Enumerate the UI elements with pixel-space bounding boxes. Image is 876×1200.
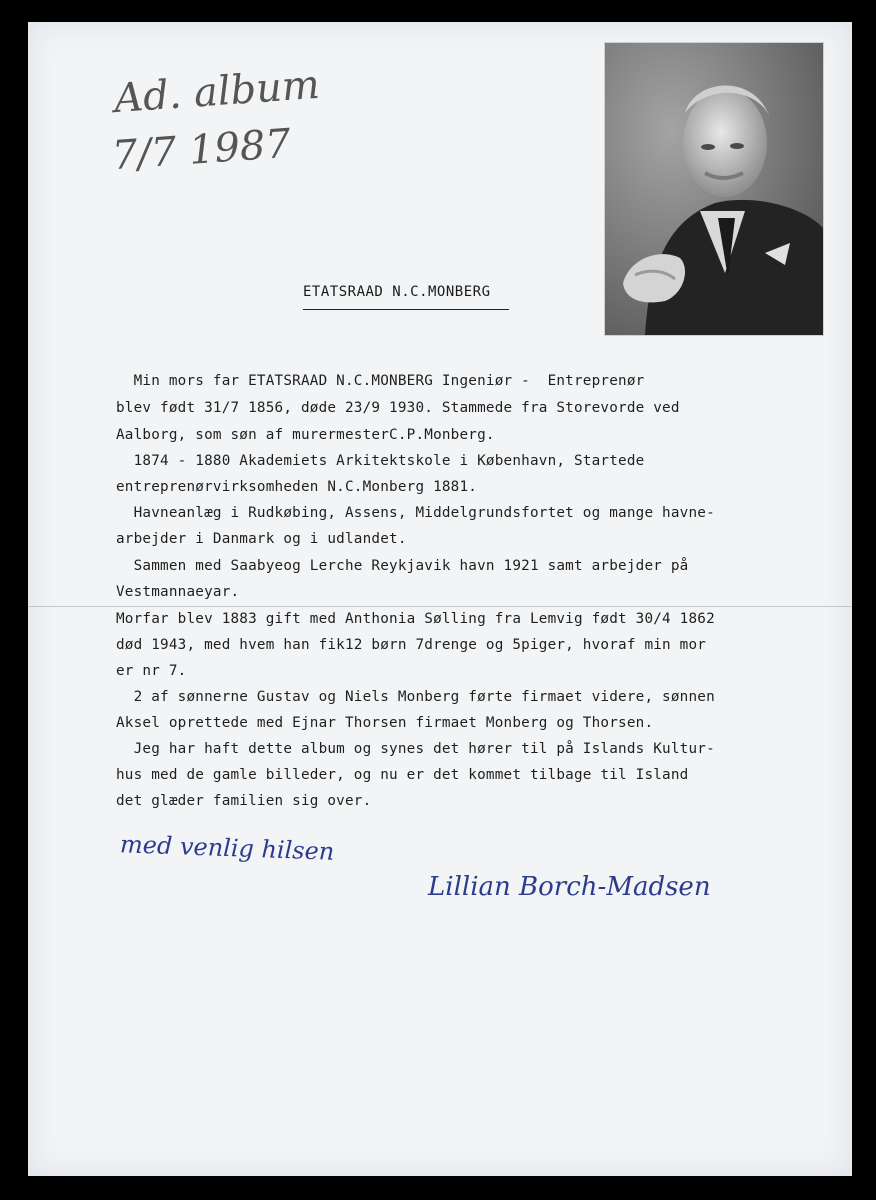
title-underline bbox=[303, 309, 509, 310]
body-line: Aalborg, som søn af murermesterC.P.Monberg. bbox=[116, 427, 495, 443]
body-line: 1874 - 1880 Akademiets Arkitektskole i København, Startede bbox=[116, 453, 645, 469]
body-line: entreprenørvirksomheden N.C.Monberg 1881. bbox=[116, 479, 478, 495]
body-line: det glæder familien sig over. bbox=[116, 793, 372, 809]
body-line: Min mors far ETATSRAAD N.C.MONBERG Ingeniør - Entreprenør bbox=[116, 373, 645, 389]
body-line: Morfar blev 1883 gift med Anthonia Sølling fra Lemvig født 30/4 1862 bbox=[116, 611, 715, 627]
body-line: arbejder i Danmark og i udlandet. bbox=[116, 531, 407, 547]
portrait-photo bbox=[604, 42, 824, 336]
body-line: hus med de gamle billeder, og nu er det kommet tilbage til Island bbox=[116, 767, 689, 783]
handwritten-closing: med venlig hilsen bbox=[119, 830, 335, 866]
body-line: Jeg har haft dette album og synes det hører til på Islands Kultur- bbox=[116, 741, 715, 757]
body-line: Sammen med Saabyeog Lerche Reykjavik havn 1921 samt arbejder på bbox=[116, 558, 689, 574]
body-line: er nr 7. bbox=[116, 663, 187, 679]
body-line: Vestmannaeyar. bbox=[116, 584, 240, 600]
portrait-photo-drawing bbox=[605, 43, 823, 335]
body-line: blev født 31/7 1856, døde 23/9 1930. Stammede fra Storevorde ved bbox=[116, 400, 680, 416]
body-line: død 1943, med hvem han fik12 børn 7drenge og 5piger, hvoraf min mor bbox=[116, 637, 707, 653]
paper-fold-line bbox=[28, 606, 852, 607]
document-title: ETATSRAAD N.C.MONBERG bbox=[303, 284, 491, 300]
body-line: Havneanlæg i Rudkøbing, Assens, Middelgrundsfortet og mange havne- bbox=[116, 505, 715, 521]
pencil-annotation-line1: Ad. album bbox=[112, 61, 322, 123]
body-line: Aksel oprettede med Ejnar Thorsen firmaet Monberg og Thorsen. bbox=[116, 715, 654, 731]
letter-page bbox=[28, 22, 852, 1176]
handwritten-signature: Lillian Borch-Madsen bbox=[428, 872, 711, 902]
body-line: 2 af sønnerne Gustav og Niels Monberg førte firmaet videre, sønnen bbox=[116, 689, 715, 705]
pencil-annotation-line2: 7/7 1987 bbox=[110, 120, 293, 180]
